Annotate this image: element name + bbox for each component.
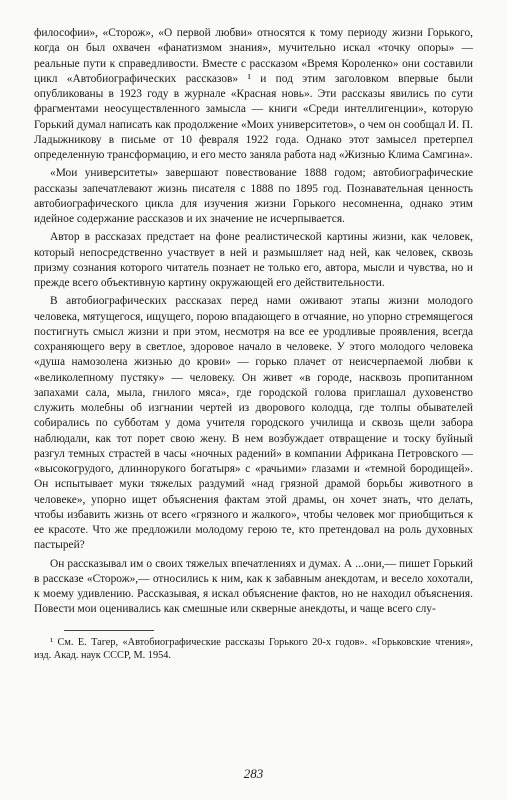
paragraph: философии», «Сторож», «О первой любви» относятся к тому периоду жизни Горького, когда он был охвачен «фанатизмом знания», мучительно искал «точку опоры» — реальные пути к справедливости. Вместе с рассказом «Время Короленко» они составили цикл «Автобиографических рассказов» ¹ и под этим заголовком впервые были опубликованы в 1923 году в журнале «Красная новь». Эти рассказы явились по сути фрагментами неосуществленного замысла — книги «Среди интеллигенции», которую Горький думал написать как продолжение «Моих университетов», о чем он сообщал И. П. Ладыжникову в письме от 10 февраля 1922 года. Однако этот замысел претерпел определенную трансформацию, и его место заняла работа над «Жизнью Клима Самгина».: [34, 27, 473, 161]
paragraph: Автор в рассказах предстает на фоне реалистической картины жизни, как человек, который непосредственно участвует в ней и размышляет над ней, как человек, сквозь призму сознания которого читатель познает не только его, автора, мысли и чувства, но и прежде всего объективную картину окружающей его действительности.: [34, 231, 473, 289]
paragraph: В автобиографических рассказах перед нами оживают этапы жизни молодого человека, мятущегося, ищущего, порою впадающего в отчаяние, но упорно стремящегося постигнуть смысл жизни и при этом, несмотря на все ее уродливые проявления, всегда сохраняющего веру в светлое, здоровое начало в человеке. У этого молодого человека «душа намозолена жизнью до крови» — горько плачет от неисчерпаемой любви к «великолепному пустяку» — человеку. Он живет «в городе, насквозь пропитанном запахами сала, мыла, гнилого мяса», где городской голова приглашал духовенство служить молебны об изгнании чертей из дворового колодца, где толпы обывателей собирались по субботам у дома учителя городского училища и сквозь щели забора наблюдали, как тот порет свою жену. В нем возбуждает отвращение и тоску буйный разгул темных страстей в часы «ночных радений» в компании Африкана Петровского — «высокогрудого, длиннорукого богатыря» с «рачьими» глазами и «темной бородищей». Он испытывает муки тяжелых раздумий «над грязной драмой борьбы животного в человеке», упорно ищет объяснения фактам этой драмы, он хочет знать, что делать, чтобы избавить жизнь от всего «грязного и жалкого», чтобы человек мог приобщиться к ее красоте. Что же предложили молодому герою те, кто претендовал на роль духовных пастырей?: [34, 295, 473, 552]
paragraph: «Мои университеты» завершают повествование 1888 годом; автобиографические рассказы запечатлевают жизнь писателя с 1888 по 1895 год. Познавательная ценность автобиографического цикла для изучения жизни Горького несомненна, однако этим идейное содержание рассказов и их значение не исчерпывается.: [34, 167, 473, 225]
footnote: ¹ См. Е. Тагер, «Автобиографические рассказы Горького 20-х годов». «Горьковские чтения», изд. Акад. наук СССР, М. 1954.: [34, 636, 473, 661]
paragraph: Он рассказывал им о своих тяжелых впечатлениях и думах. А ...они,— пишет Горький в рассказе «Сторож»,— относились к ним, как к забавным анекдотам, и весело хохотали, к моему удивлению. Рассказывая, я искал объяснение фактов, но не находил объяснения. Повести мои оценивались как смешные или скверные анекдоты, и чаще всего слу-: [34, 557, 473, 616]
page-number: 283: [243, 766, 264, 781]
footnote-divider: [64, 630, 154, 631]
